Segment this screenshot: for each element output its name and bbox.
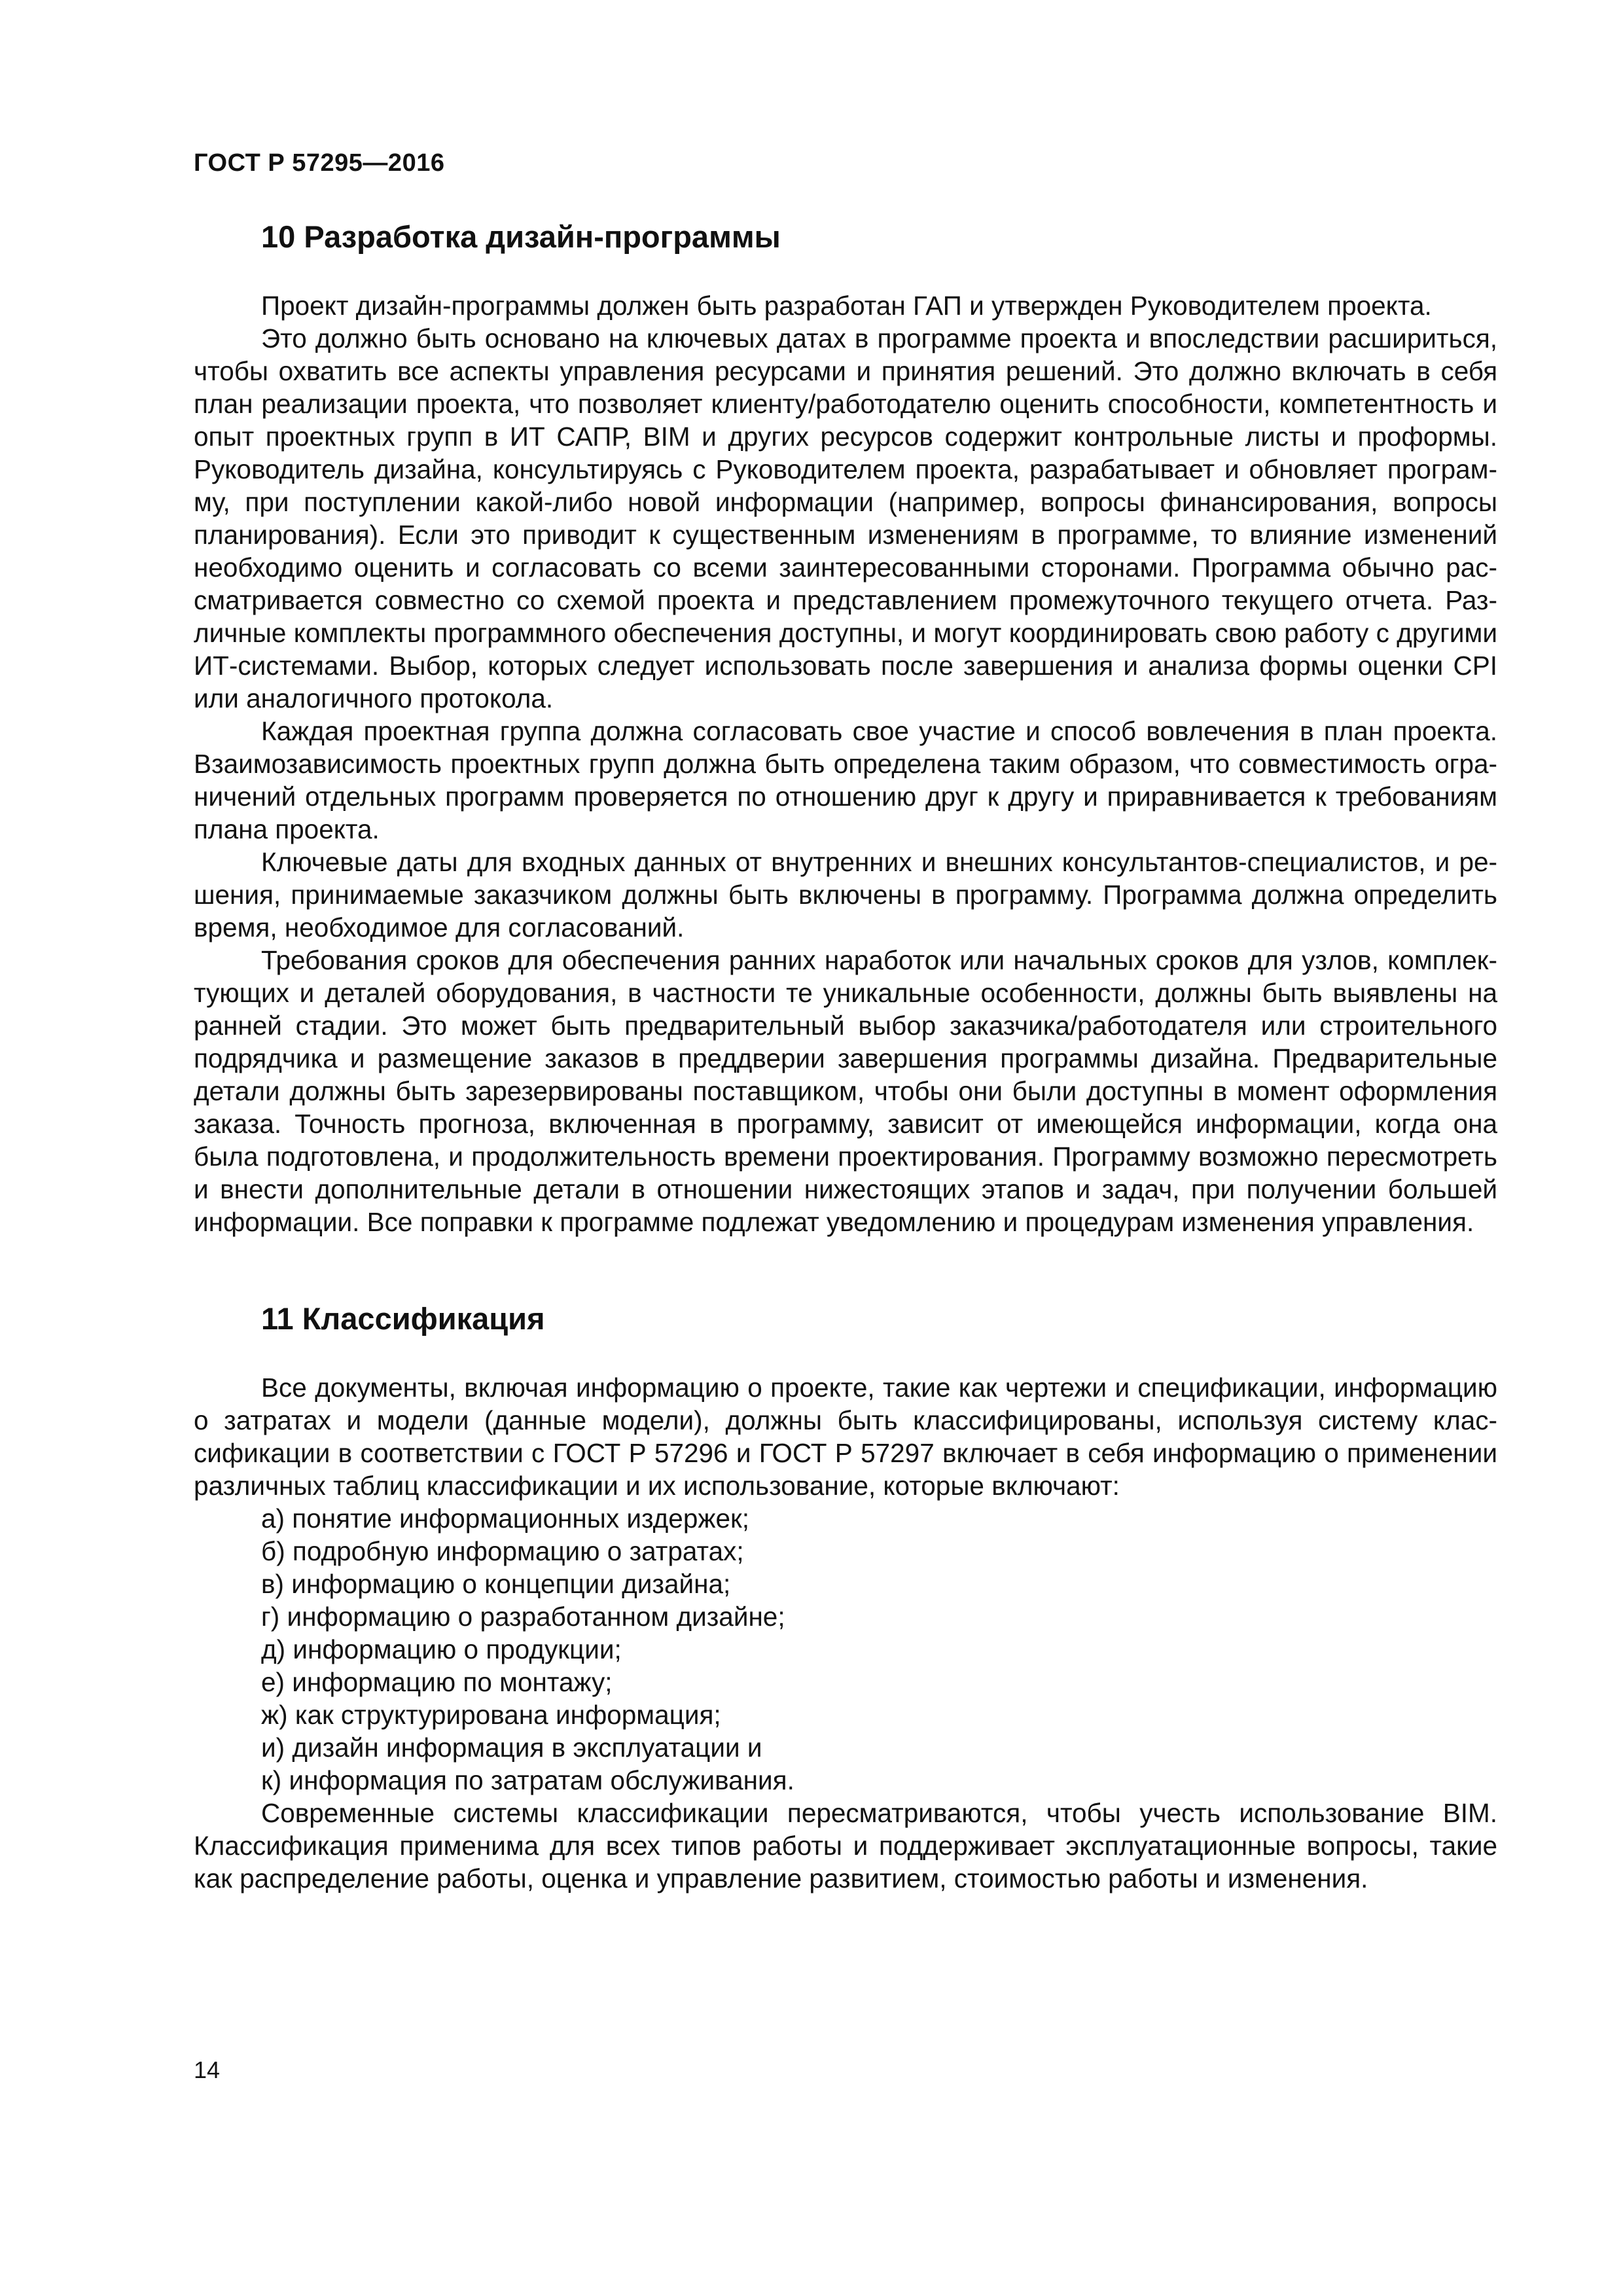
- list-item: г) информацию о разработанном дизайне;: [261, 1602, 785, 1632]
- list-item: и) дизайн информация в эксплуатации и: [261, 1732, 762, 1763]
- list-item: к) информация по затратам обслуживания.: [261, 1765, 794, 1795]
- section-10: [194, 217, 1497, 1238]
- paragraph: Ключевые даты для входных данных от внутренних и внешних консультантов-специалистов, и решения, принимаемые заказчиком должны быть включены в программу. Программа должна определить время, необходимое для согласований.: [194, 847, 1497, 942]
- list-item: ж) как структурирована информация;: [261, 1700, 721, 1730]
- list-item: б) подробную информацию о затратах;: [261, 1536, 744, 1566]
- paragraph: Это должно быть основано на ключевых датах в программе проекта и впоследствии расшириться, чтобы охватить все аспекты управления ресурсами и принятия решений. Это должно включать в себя план реализации проекта, что позволяет клиенту/работодателю оценить способности, компетентность и опыт проектных групп в ИТ САПР, BIM и других ресурсов содержит контрольные листы и проформы. Руководитель дизайна, консультируясь с Руководителем проекта, разрабатывает и обновляет программу, при поступлении какой-либо новой информации (например, вопросы финансирования, вопросы планирования). Если это приводит к существенным изменениям в программе, то влияние изменений необходимо оценить и согласовать со всеми заинтересованными сторонами. Программа обычно рассматривается совместно со схемой проекта и представлением промежуточного текущего отчета. Различные комплекты программного обеспечения доступны, и могут координировать свою работу с другими ИТ-системами. Выбор, которых следует использовать после завершения и анализа формы оценки CPI или аналогичного протокола.: [194, 323, 1497, 713]
- list-item: а) понятие информационных издержек;: [261, 1503, 749, 1534]
- page-number: 14: [194, 2056, 221, 2083]
- paragraph: Все документы, включая информацию о проекте, такие как чертежи и спецификации, информацию о затратах и модели (данные модели), должны быть классифицированы, используя систему классификации в соответствии с ГОСТ Р 57296 и ГОСТ Р 57297 включает в себя информацию о применении различных таблиц классификации и их использование, которые включают:: [194, 1372, 1497, 1501]
- classification-list: [194, 1502, 1497, 1797]
- paragraph: Современные системы классификации пересматриваются, чтобы учесть использование BIM. Классификация применима для всех типов работы и поддерживает эксплуатационные вопросы, такие как распределение работы, оценка и управление развитием, стоимостью работы и изменения.: [194, 1798, 1497, 1893]
- list-item: д) информацию о продукции;: [261, 1634, 622, 1664]
- list-item: в) информацию о концепции дизайна;: [261, 1569, 731, 1599]
- paragraph: Каждая проектная группа должна согласовать свое участие и способ вовлечения в план проекта. Взаимозависимость проектных групп должна быть определена таким образом, что совместимость ограничений отдельных программ проверяется по отношению друг к другу и приравнивается к требованиям плана проекта.: [194, 716, 1497, 844]
- paragraph: Проект дизайн-программы должен быть разработан ГАП и утвержден Руководителем проекта.: [261, 291, 1432, 321]
- section-11: [194, 1299, 1497, 1895]
- paragraph: Требования сроков для обеспечения ранних наработок или начальных сроков для узлов, комплектующих и деталей оборудования, в частности те уникальные особенности, должны быть выявлены на ранней стадии. Это может быть предварительный выбор заказчика/работодателя или строительного подрядчика и размещение заказов в преддверии завершения программы дизайна. Предварительные детали должны быть зарезервированы поставщиком, чтобы они были доступны в момент оформления заказа. Точность прогноза, включенная в программу, зависит от имеющейся информации, когда она была подготовлена, и продолжительность времени проектирования. Программу возможно пересмотреть и внести дополнительные детали в отношении нижестоящих этапов и задач, при получении большей информации. Все поправки к программе подлежат уведомлению и процедурам изменения управления.: [194, 945, 1497, 1237]
- section-heading: 10 Разработка дизайн-программы: [261, 219, 781, 254]
- section-heading: 11 Классификация: [261, 1301, 545, 1336]
- list-item: е) информацию по монтажу;: [261, 1667, 613, 1697]
- document-code: ГОСТ Р 57295—2016: [194, 149, 445, 177]
